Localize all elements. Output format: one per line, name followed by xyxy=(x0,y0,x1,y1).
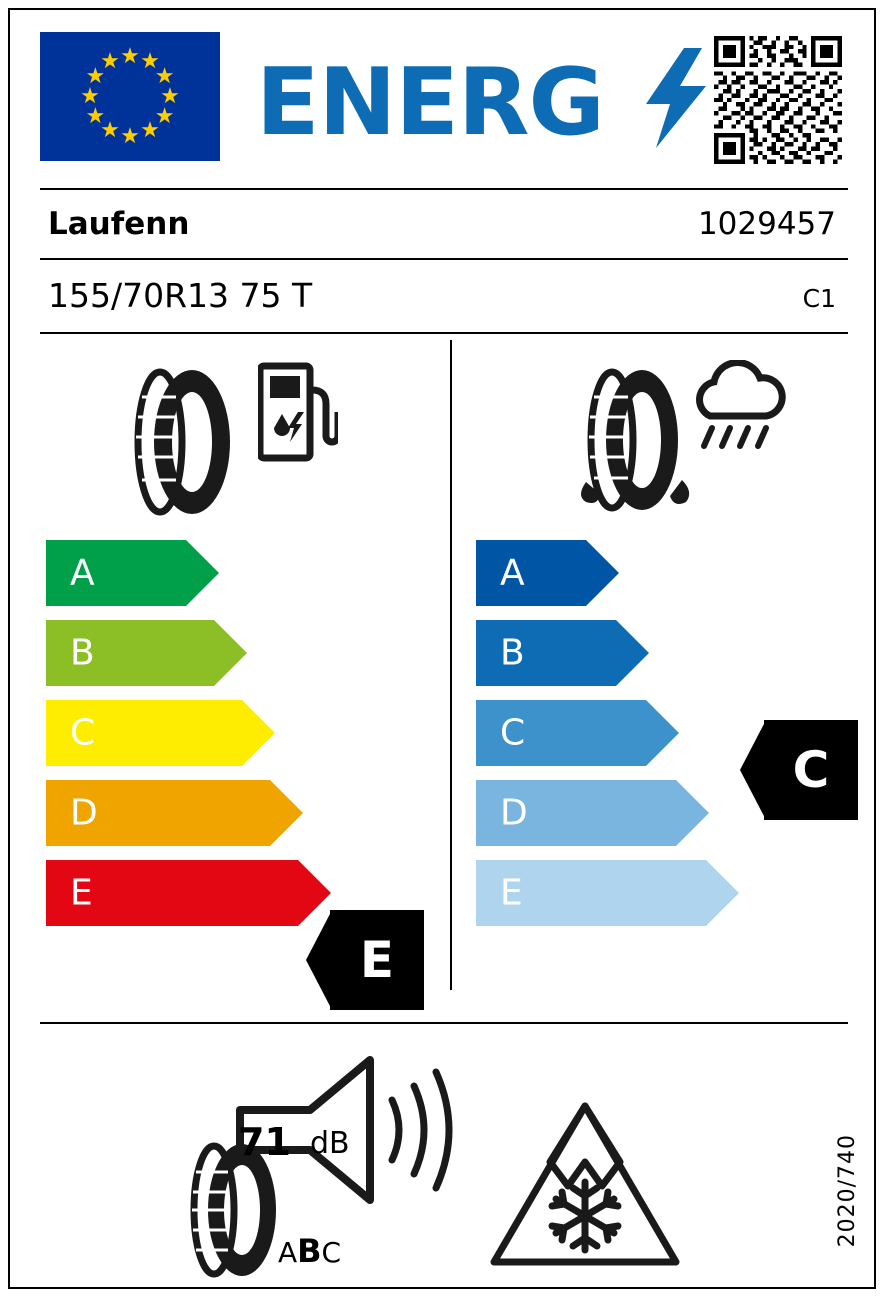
eu-star: ★ xyxy=(160,83,180,109)
wet-result-letter: C xyxy=(792,741,830,799)
wet-grade-bar xyxy=(476,620,616,686)
fuel-tyre-icon xyxy=(130,362,250,526)
eu-star: ★ xyxy=(85,103,106,129)
noise-unit: dB xyxy=(310,1126,350,1161)
wet-grade-row xyxy=(476,780,706,846)
eu-star: ★ xyxy=(120,43,140,69)
noise-classes xyxy=(278,1232,341,1270)
qr-code-icon xyxy=(714,36,842,164)
wet-grade-bar xyxy=(476,540,586,606)
wet-grade-row xyxy=(476,700,706,766)
fuel-grade-letter: C xyxy=(70,712,96,754)
fuel-result-letter: E xyxy=(359,931,395,989)
tyre-class: C1 xyxy=(802,284,836,313)
eu-flag-icon xyxy=(40,32,220,161)
arrow-tip-icon xyxy=(186,540,219,606)
eu-star: ★ xyxy=(100,118,120,144)
fuel-grade-row xyxy=(46,780,298,846)
arrow-tip-icon xyxy=(214,620,247,686)
energy-label xyxy=(8,8,876,1289)
arrow-tip-icon xyxy=(646,700,679,766)
fuel-grade-row xyxy=(46,620,298,686)
noise-class-b: B xyxy=(297,1232,322,1270)
wet-grade-bar xyxy=(476,780,676,846)
eu-star: ★ xyxy=(154,63,175,89)
wet-grade-row xyxy=(476,620,706,686)
divider-size xyxy=(40,332,848,334)
fuel-grade-letter: A xyxy=(70,552,95,594)
fuel-pump-icon xyxy=(258,362,338,466)
label-header xyxy=(10,10,874,190)
noise-class-a: A xyxy=(278,1236,298,1269)
page-title: ENERG xyxy=(256,48,604,156)
wet-grade-letter: B xyxy=(500,632,525,674)
fuel-grade-row xyxy=(46,540,298,606)
eu-star: ★ xyxy=(154,103,175,129)
regulation-reference: 2020/740 xyxy=(835,1133,860,1247)
sku-number: 1029457 xyxy=(697,206,836,242)
noise-value: 71 xyxy=(238,1120,291,1164)
eu-star: ★ xyxy=(140,118,160,144)
wet-result-badge xyxy=(740,720,858,820)
fuel-grade-bar xyxy=(46,780,270,846)
divider-brand xyxy=(40,258,848,260)
eu-star: ★ xyxy=(100,48,120,74)
fuel-grade-bar xyxy=(46,540,186,606)
fuel-grade-row xyxy=(46,860,298,926)
lightning-bolt-icon xyxy=(640,48,712,148)
three-peak-mountain-snowflake-icon xyxy=(490,1100,680,1270)
eu-star: ★ xyxy=(80,83,100,109)
fuel-grade-bar xyxy=(46,860,298,926)
wet-grade-letter: D xyxy=(500,792,528,834)
fuel-grade-row xyxy=(46,700,298,766)
fuel-grade-bar xyxy=(46,620,214,686)
wet-grade-letter: E xyxy=(500,872,523,914)
brand-name: Laufenn xyxy=(48,206,190,242)
arrow-tip-icon xyxy=(676,780,709,846)
wet-grade-row xyxy=(476,540,706,606)
wet-grade-bar xyxy=(476,860,706,926)
arrow-tip-icon xyxy=(242,700,275,766)
fuel-grade-letter: E xyxy=(70,872,93,914)
tyre-size: 155/70R13 75 T xyxy=(48,276,313,315)
wet-grade-letter: A xyxy=(500,552,525,594)
wet-grade-row xyxy=(476,860,706,926)
arrow-tip-icon xyxy=(616,620,649,686)
fuel-grade-letter: D xyxy=(70,792,98,834)
arrow-tip-icon xyxy=(706,860,739,926)
eu-star: ★ xyxy=(120,123,140,149)
wet-tyre-icon xyxy=(570,362,700,526)
fuel-grade-letter: B xyxy=(70,632,95,674)
wet-grade-bar xyxy=(476,700,646,766)
fuel-grade-scale xyxy=(46,540,298,940)
eu-star: ★ xyxy=(85,63,106,89)
divider-top xyxy=(40,188,848,190)
wet-grade-scale xyxy=(476,540,706,940)
noise-class-c: C xyxy=(321,1236,342,1269)
arrow-tip-icon xyxy=(586,540,619,606)
fuel-result-badge xyxy=(306,910,424,1010)
eu-star: ★ xyxy=(140,48,160,74)
rain-cloud-icon xyxy=(686,360,792,464)
divider-vertical xyxy=(450,340,452,990)
fuel-grade-bar xyxy=(46,700,242,766)
arrow-tip-icon xyxy=(270,780,303,846)
wet-grade-letter: C xyxy=(500,712,526,754)
divider-noise xyxy=(40,1022,848,1024)
